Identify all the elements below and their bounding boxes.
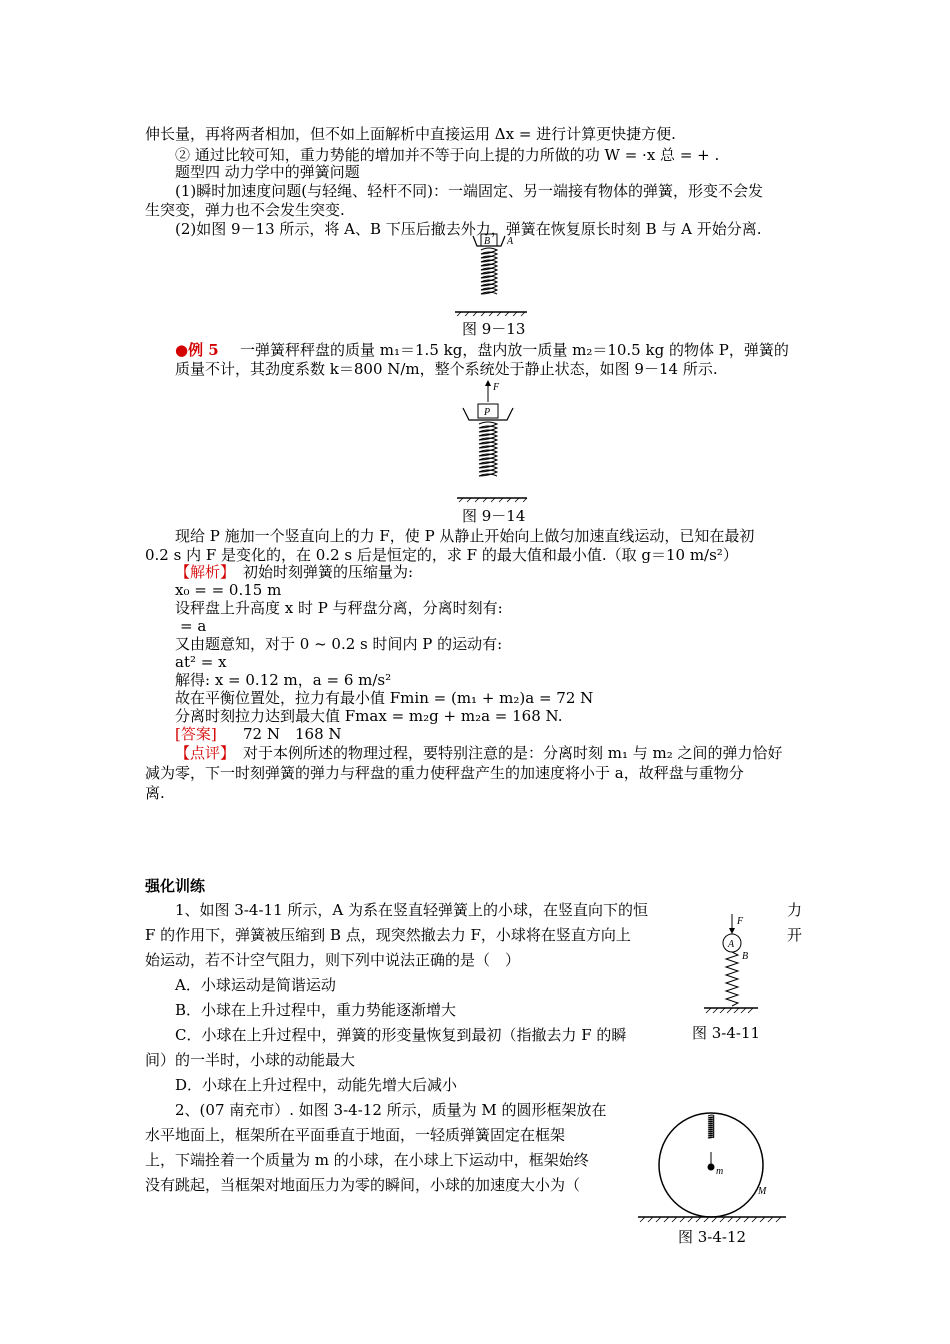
intro-line-1: 伸长量，再将两者相加，但不如上面解析中直接运用 Δx = 进行计算更快捷方便. (145, 125, 676, 143)
q1-option-c-line-2: 间）的一半时，小球的动能最大 (145, 1051, 356, 1069)
analysis-line-6: 解得: x = 0.12 m，a = 6 m/s² (175, 671, 392, 689)
training-title: 强化训练 (145, 877, 206, 895)
label-f: F (493, 382, 500, 393)
point-1-line-b: 生突变，弹力也不会发生突变. (145, 201, 345, 219)
analysis-line-3: = a (180, 617, 207, 635)
spring (708, 1115, 714, 1138)
analysis-line-2: 设秤盘上升高度 x 时 P 与秤盘分离，分离时刻有: (175, 599, 503, 617)
q2-line-4: 没有跳起，当框架对地面压力为零的瞬间，小球的加速度大小为（ (145, 1176, 581, 1194)
section-heading-4: 题型四 动力学中的弹簧问题 (175, 163, 360, 181)
comment-line-1: 对于本例所述的物理过程，要特别注意的是：分离时刻 m₁ 与 m₂ 之间的弹力恰好 (243, 744, 783, 762)
q2-line-3: 上，下端拴着一个质量为 m 的小球，在小球上下运动中，框架始终 (145, 1151, 589, 1169)
figure-3-4-11-caption: 图 3-4-11 (692, 1024, 761, 1042)
figure-3-4-12-caption: 图 3-4-12 (678, 1228, 747, 1246)
figure-9-14-caption: 图 9－14 (462, 507, 526, 525)
label-M: M (758, 1186, 767, 1197)
comment-line-3: 离. (145, 784, 165, 802)
analysis-line-8: 分离时刻拉力达到最大值 Fmax = m₂g + m₂a = 168 N. (175, 707, 563, 725)
arrow-head (485, 380, 491, 386)
q2-line-2: 水平地面上，框架所在平面垂直于地面，一轻质弹簧固定在框架 (145, 1126, 566, 1144)
q1-option-a: A．小球运动是简谐运动 (175, 976, 336, 994)
label-b: B (742, 951, 749, 962)
q1-option-b: B．小球在上升过程中，重力势能逐渐增大 (175, 1001, 457, 1019)
analysis-line-0: 初始时刻弹簧的压缩量为: (243, 563, 414, 581)
point-2: (2)如图 9－13 所示，将 A、B 下压后撤去外力，弹簧在恢复原长时刻 B 与 A 开始分离. (175, 220, 762, 238)
figure-3-4-12 (638, 1100, 788, 1230)
label-p: P (484, 407, 491, 418)
label-a: A (507, 236, 514, 247)
example-5-tag: ●例 5 (175, 341, 219, 359)
analysis-line-4: 又由题意知，对于 0 ~ 0.2 s 时间内 P 的运动有: (175, 635, 503, 653)
label-f: F (737, 916, 744, 927)
q1-line-2-tail: 开 (787, 926, 803, 944)
figure-9-13-caption: 图 9－13 (462, 320, 526, 338)
spring (479, 422, 497, 476)
figure-9-14 (455, 378, 535, 508)
label-a: A (728, 939, 735, 950)
comment-line-2: 减为零，下一时刻弹簧的弹力与秤盘的重力使秤盘产生的加速度将小于 a，故秤盘与重物分 (145, 764, 744, 782)
analysis-line-1: x₀ = = 0.15 m (175, 581, 282, 599)
arrow-head (729, 928, 735, 934)
example-5-line-1: 一弹簧秤秤盘的质量 m₁＝1.5 kg，盘内放一质量 m₂＝10.5 kg 的物体 P，弹簧的 (240, 341, 789, 359)
q1-option-d: D．小球在上升过程中，动能先增大后减小 (175, 1076, 458, 1094)
intro-line-2: ② 通过比较可知，重力势能的增加并不等于向上提的力所做的功 W = ·x 总 = + . (175, 146, 720, 164)
analysis-line-5: at² = x (175, 653, 227, 671)
spring (481, 248, 497, 294)
q1-line-3: 始运动，若不计空气阻力，则下列中说法正确的是（ ） (145, 951, 521, 969)
answer-text: 72 N 168 N (243, 725, 342, 743)
example-5-line-2: 质量不计，其劲度系数 k＝800 N/m，整个系统处于静止状态，如图 9－14 所示. (175, 360, 718, 378)
q2-line-1: 2、(07 南充市）. 如图 3-4-12 所示，质量为 M 的圆形框架放在 (175, 1101, 607, 1119)
figure-9-13 (455, 230, 535, 320)
answer-tag: [答案] (175, 725, 217, 743)
label-b: B (484, 236, 491, 247)
spring (726, 952, 738, 1006)
analysis-line-7: 故在平衡位置处，拉力有最小值 Fmin = (m₁ + m₂)a = 72 N (175, 689, 594, 707)
q1-line-2: F 的作用下，弹簧被压缩到 B 点，现突然撤去力 F，小球将在竖直方向上 (145, 926, 631, 944)
q1-line-1: 1、如图 3-4-11 所示，A 为系在竖直轻弹簧上的小球，在竖直向下的恒 (175, 901, 648, 919)
q1-line-1-tail: 力 (787, 901, 803, 919)
analysis-tag: 【解析】 (175, 563, 236, 581)
label-m: m (716, 1166, 724, 1177)
question-line-1: 现给 P 施加一个竖直向上的力 F，使 P 从静止开始向上做匀加速直线运动，已知在最初 (175, 527, 755, 545)
ball-m (708, 1164, 715, 1171)
comment-tag: 【点评】 (175, 744, 236, 762)
question-line-2: 0.2 s 内 F 是变化的，在 0.2 s 后是恒定的，求 F 的最大值和最小值.（取 g＝10 m/s²） (145, 546, 738, 564)
figure-3-4-11 (698, 912, 762, 1024)
point-1-line-a: (1)瞬时加速度问题(与轻绳、轻杆不同)：一端固定、另一端接有物体的弹簧，形变不会发 (175, 182, 763, 200)
q1-option-c-line-1: C．小球在上升过程中，弹簧的形变量恢复到最初（指撤去力 F 的瞬 (175, 1026, 627, 1044)
